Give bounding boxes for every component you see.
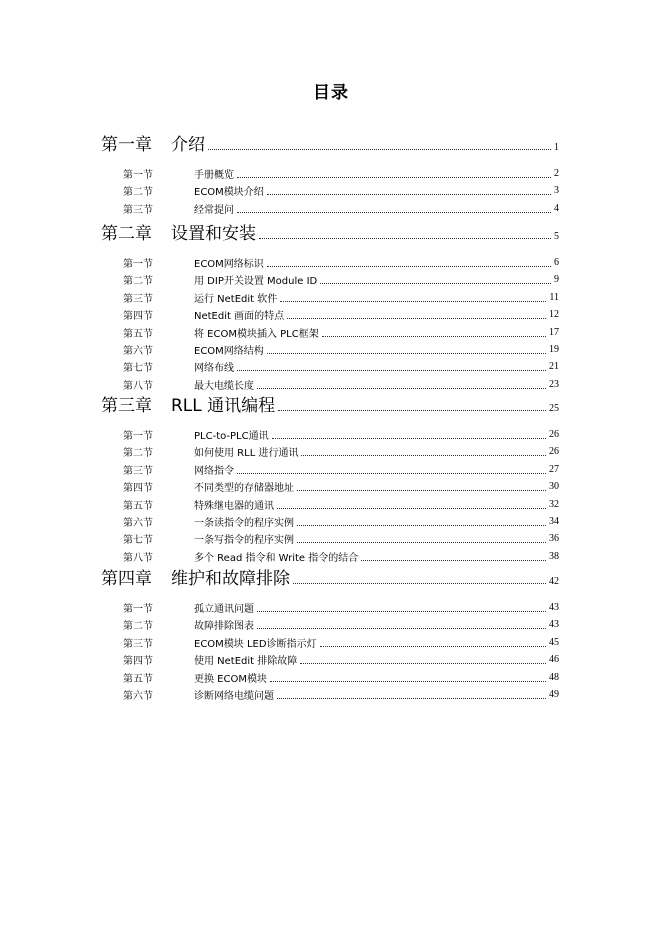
toc-section-entry[interactable] xyxy=(123,378,559,392)
chapter-title: 介绍 xyxy=(171,135,205,155)
section-number: 第八节 xyxy=(123,552,153,564)
section-number: 第五节 xyxy=(123,500,153,512)
dot-leader xyxy=(278,410,546,411)
dot-leader xyxy=(208,149,551,150)
dot-leader xyxy=(300,663,546,664)
toc-section-entry[interactable] xyxy=(123,653,559,667)
page-number: 1 xyxy=(554,142,559,153)
toc-section-entry[interactable] xyxy=(123,184,559,198)
chapter-title: RLL 通讯编程 xyxy=(171,396,276,416)
page-number: 26 xyxy=(549,446,559,458)
toc-section-entry[interactable] xyxy=(123,618,559,632)
section-number: 第一节 xyxy=(123,431,153,442)
page-number: 3 xyxy=(554,185,559,197)
section-number: 第二节 xyxy=(123,187,153,199)
page-number: 11 xyxy=(549,291,559,303)
page-number: 46 xyxy=(549,654,559,666)
section-title: 不同类型的存储器地址 xyxy=(194,483,294,495)
dot-leader xyxy=(277,698,546,699)
dot-leader xyxy=(287,318,546,319)
toc-section-entry[interactable] xyxy=(123,256,559,270)
section-number: 第一节 xyxy=(123,259,153,270)
toc-section-entry[interactable] xyxy=(123,671,559,685)
dot-leader xyxy=(237,212,551,213)
dot-leader xyxy=(257,611,546,612)
section-title: ECOM模块介绍 xyxy=(194,187,264,199)
toc-section-entry[interactable] xyxy=(123,515,559,529)
page-number: 48 xyxy=(549,671,559,683)
toc-section-entry[interactable] xyxy=(123,428,559,442)
dot-leader xyxy=(237,177,551,178)
dot-leader xyxy=(297,490,546,491)
dot-leader xyxy=(280,301,546,302)
page-number: 49 xyxy=(549,689,559,700)
page-number: 6 xyxy=(554,257,559,268)
dot-leader xyxy=(257,628,546,629)
dot-leader xyxy=(297,525,546,526)
section-number: 第六节 xyxy=(123,691,153,702)
dot-leader xyxy=(277,508,546,509)
section-number: 第一节 xyxy=(123,604,153,615)
chapter-number: 第一章 xyxy=(101,135,152,155)
dot-leader xyxy=(361,560,546,561)
section-title: 多个 Read 指令和 Write 指令的结合 xyxy=(194,552,359,564)
chapter-number: 第三章 xyxy=(101,396,152,416)
section-title: NetEdit 画面的特点 xyxy=(194,311,285,323)
dot-leader xyxy=(257,388,546,389)
toc-chapter-entry[interactable] xyxy=(101,392,559,416)
toc-section-entry[interactable] xyxy=(123,326,559,340)
page-number: 26 xyxy=(549,429,559,440)
section-title: 网络布线 xyxy=(194,363,234,375)
page-number: 2 xyxy=(554,168,559,179)
toc-section-entry[interactable] xyxy=(123,688,559,702)
page-number: 45 xyxy=(549,636,559,648)
dot-leader xyxy=(259,238,551,239)
page-title: 目录 xyxy=(313,83,349,103)
section-title: 将 ECOM模块插入 PLC框架 xyxy=(194,328,319,340)
section-title: PLC-to-PLC通讯 xyxy=(194,431,269,442)
section-title: 最大电缆长度 xyxy=(194,380,254,392)
section-number: 第八节 xyxy=(123,380,153,392)
page-number: 19 xyxy=(549,344,559,355)
dot-leader xyxy=(297,542,546,543)
toc-section-entry[interactable] xyxy=(123,308,559,322)
toc-section-entry[interactable] xyxy=(123,463,559,477)
section-title: 经常提问 xyxy=(194,204,234,216)
dot-leader xyxy=(237,473,546,474)
section-number: 第二节 xyxy=(123,621,153,633)
page-number: 30 xyxy=(549,481,559,493)
section-number: 第六节 xyxy=(123,518,153,529)
section-title: 更换 ECOM模块 xyxy=(194,673,267,685)
section-number: 第二节 xyxy=(123,448,153,460)
section-number: 第二节 xyxy=(123,276,153,288)
section-number: 第四节 xyxy=(123,483,153,495)
section-title: 手册概览 xyxy=(194,170,234,181)
section-number: 第六节 xyxy=(123,346,153,357)
page-number: 25 xyxy=(549,403,559,414)
chapter-number: 第二章 xyxy=(101,224,152,244)
toc-section-entry[interactable] xyxy=(123,550,559,564)
toc-section-entry[interactable] xyxy=(123,202,559,216)
section-title: 使用 NetEdit 排除故障 xyxy=(194,656,298,668)
page-number: 21 xyxy=(549,361,559,373)
section-title: 孤立通讯问题 xyxy=(194,604,254,615)
page-number: 34 xyxy=(549,516,559,527)
chapter-number: 第四章 xyxy=(101,569,152,589)
toc-section-entry[interactable] xyxy=(123,360,559,374)
section-title: ECOM网络标识 xyxy=(194,259,264,270)
dot-leader xyxy=(272,438,546,439)
chapter-title: 维护和故障排除 xyxy=(171,569,290,589)
page-number: 43 xyxy=(549,602,559,613)
toc-section-entry[interactable] xyxy=(123,291,559,305)
page-number: 23 xyxy=(549,378,559,390)
page-number: 36 xyxy=(549,533,559,545)
section-title: 诊断网络电缆问题 xyxy=(194,691,274,702)
section-number: 第七节 xyxy=(123,535,153,547)
dot-leader xyxy=(320,646,546,647)
page-number: 27 xyxy=(549,463,559,475)
dot-leader xyxy=(237,370,546,371)
section-title: 一条写指令的程序实例 xyxy=(194,535,294,547)
dot-leader xyxy=(267,266,551,267)
page-number: 12 xyxy=(549,309,559,321)
dot-leader xyxy=(270,681,546,682)
section-number: 第三节 xyxy=(123,293,153,305)
dot-leader xyxy=(322,336,546,337)
toc-section-entry[interactable] xyxy=(123,636,559,650)
toc-section-entry[interactable] xyxy=(123,445,559,459)
toc-section-entry[interactable] xyxy=(123,343,559,357)
toc-section-entry[interactable] xyxy=(123,601,559,615)
page-number: 9 xyxy=(554,274,559,286)
toc-chapter-entry[interactable] xyxy=(101,220,559,244)
section-title: 用 DIP开关设置 Module ID xyxy=(194,276,318,288)
section-number: 第五节 xyxy=(123,328,153,340)
page-number: 38 xyxy=(549,550,559,562)
section-number: 第三节 xyxy=(123,465,153,477)
section-number: 第三节 xyxy=(123,204,153,216)
section-number: 第四节 xyxy=(123,656,153,668)
section-title: 故障排除图表 xyxy=(194,621,254,633)
section-number: 第四节 xyxy=(123,311,153,323)
chapter-title: 设置和安装 xyxy=(171,224,256,244)
page-number: 32 xyxy=(549,498,559,510)
toc-chapter-entry[interactable] xyxy=(101,131,559,155)
section-title: 运行 NetEdit 软件 xyxy=(194,293,278,305)
page-number: 43 xyxy=(549,619,559,631)
section-number: 第五节 xyxy=(123,673,153,685)
toc-chapter-entry[interactable] xyxy=(101,565,559,589)
page-number: 4 xyxy=(554,202,559,214)
section-title: 特殊继电器的通讯 xyxy=(194,500,274,512)
toc-section-entry[interactable] xyxy=(123,480,559,494)
section-number: 第七节 xyxy=(123,363,153,375)
toc-section-entry[interactable] xyxy=(123,498,559,512)
section-title: ECOM模块 LED诊断指示灯 xyxy=(194,638,317,650)
dot-leader xyxy=(293,583,546,584)
dot-leader xyxy=(301,455,546,456)
toc-section-entry[interactable] xyxy=(123,532,559,546)
section-title: 网络指令 xyxy=(194,465,234,477)
dot-leader xyxy=(267,353,546,354)
toc-section-entry[interactable] xyxy=(123,167,559,181)
page-number: 42 xyxy=(549,576,559,587)
section-number: 第三节 xyxy=(123,638,153,650)
section-number: 第一节 xyxy=(123,170,153,181)
toc-section-entry[interactable] xyxy=(123,273,559,287)
page-number: 5 xyxy=(554,231,559,242)
page-number: 17 xyxy=(549,326,559,338)
section-title: 如何使用 RLL 进行通讯 xyxy=(194,448,299,460)
dot-leader xyxy=(320,283,551,284)
section-title: ECOM网络结构 xyxy=(194,346,264,357)
section-title: 一条读指令的程序实例 xyxy=(194,518,294,529)
dot-leader xyxy=(267,194,551,195)
